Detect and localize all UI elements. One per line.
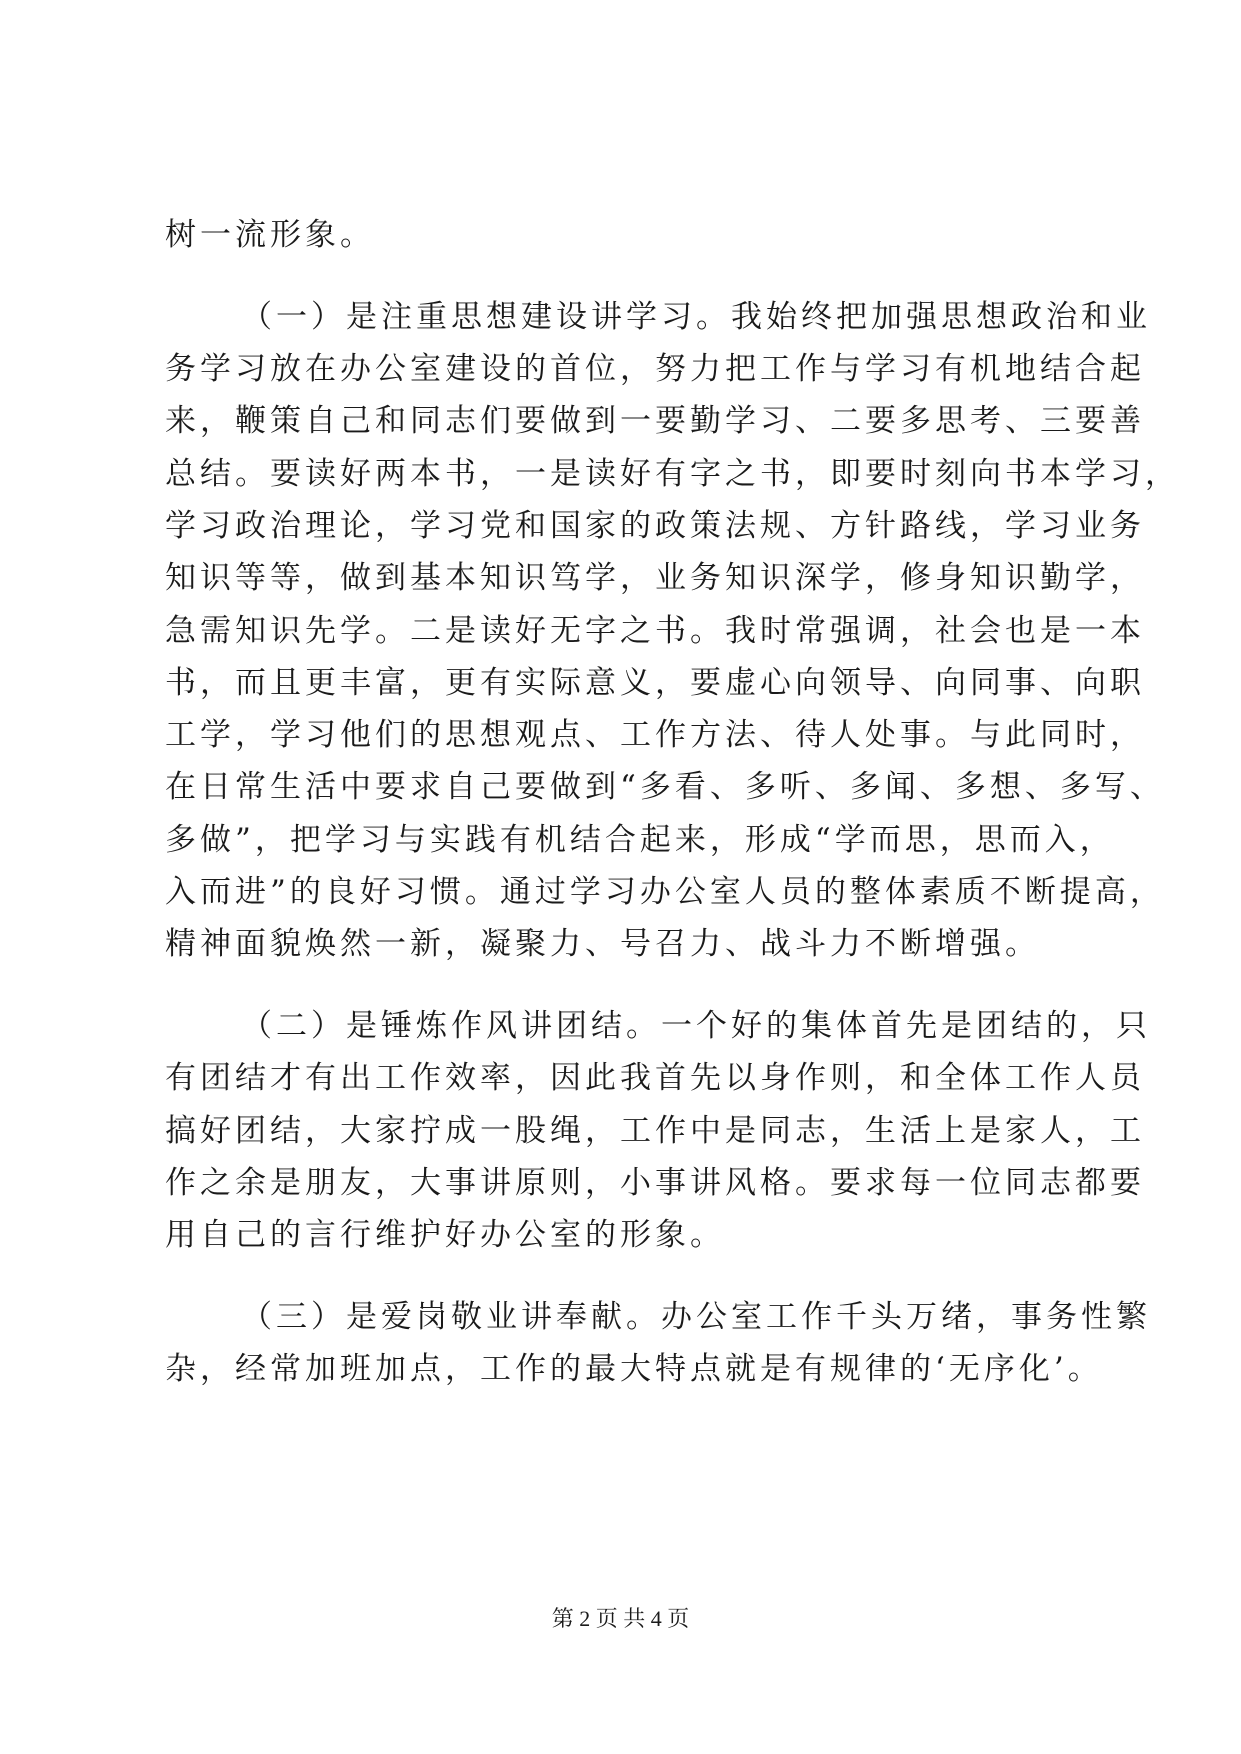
text-line: 总结。要读好两本书，一是读好有字之书，即要时刻向书本学习， bbox=[165, 456, 1180, 492]
text-line: 在日常生活中要求自己要做到“多看、多听、多闻、多想、多写、 bbox=[165, 769, 1165, 805]
text-line: 学习政治理论，学习党和国家的政策法规、方针路线，学习业务 bbox=[165, 508, 1145, 544]
text-line: 入而进”的良好习惯。通过学习办公室人员的整体素质不断提高， bbox=[165, 874, 1165, 910]
text-line: 务学习放在办公室建设的首位，努力把工作与学习有机地结合起 bbox=[165, 351, 1145, 387]
text-line: 急需知识先学。二是读好无字之书。我时常强调，社会也是一本 bbox=[165, 613, 1145, 649]
text-line: 搞好团结，大家拧成一股绳，工作中是同志，生活上是家人，工 bbox=[165, 1113, 1145, 1149]
text-line: 来，鞭策自己和同志们要做到一要勤学习、二要多思考、三要善 bbox=[165, 403, 1145, 439]
text-line: 知识等等，做到基本知识笃学，业务知识深学，修身知识勤学， bbox=[165, 560, 1145, 596]
paragraph-3-start: （三）是爱岗敬业讲奉献。办公室工作千头万绪，事务性繁 bbox=[241, 1299, 1151, 1335]
text-line: 多做”，把学习与实践有机结合起来，形成“学而思，思而入， bbox=[165, 822, 1115, 858]
text-line: 工学，学习他们的思想观点、工作方法、待人处事。与此同时， bbox=[165, 717, 1145, 753]
text-line: 树一流形象。 bbox=[165, 217, 375, 253]
text-line: 作之余是朋友，大事讲原则，小事讲风格。要求每一位同志都要 bbox=[165, 1165, 1145, 1201]
paragraph-1-start: （一）是注重思想建设讲学习。我始终把加强思想政治和业 bbox=[241, 299, 1151, 335]
text-line: 有团结才有出工作效率，因此我首先以身作则，和全体工作人员 bbox=[165, 1060, 1145, 1096]
text-line: 精神面貌焕然一新，凝聚力、号召力、战斗力不断增强。 bbox=[165, 926, 1040, 962]
text-line: 杂，经常加班加点，工作的最大特点就是有规律的‘无序化’。 bbox=[165, 1351, 1103, 1387]
text-line: 书，而且更丰富，更有实际意义，要虚心向领导、向同事、向职 bbox=[165, 665, 1145, 701]
text-line: 用自己的言行维护好办公室的形象。 bbox=[165, 1217, 725, 1253]
paragraph-2-start: （二）是锤炼作风讲团结。一个好的集体首先是团结的，只 bbox=[241, 1008, 1151, 1044]
page-number-footer: 第 2 页 共 4 页 bbox=[551, 1606, 690, 1631]
